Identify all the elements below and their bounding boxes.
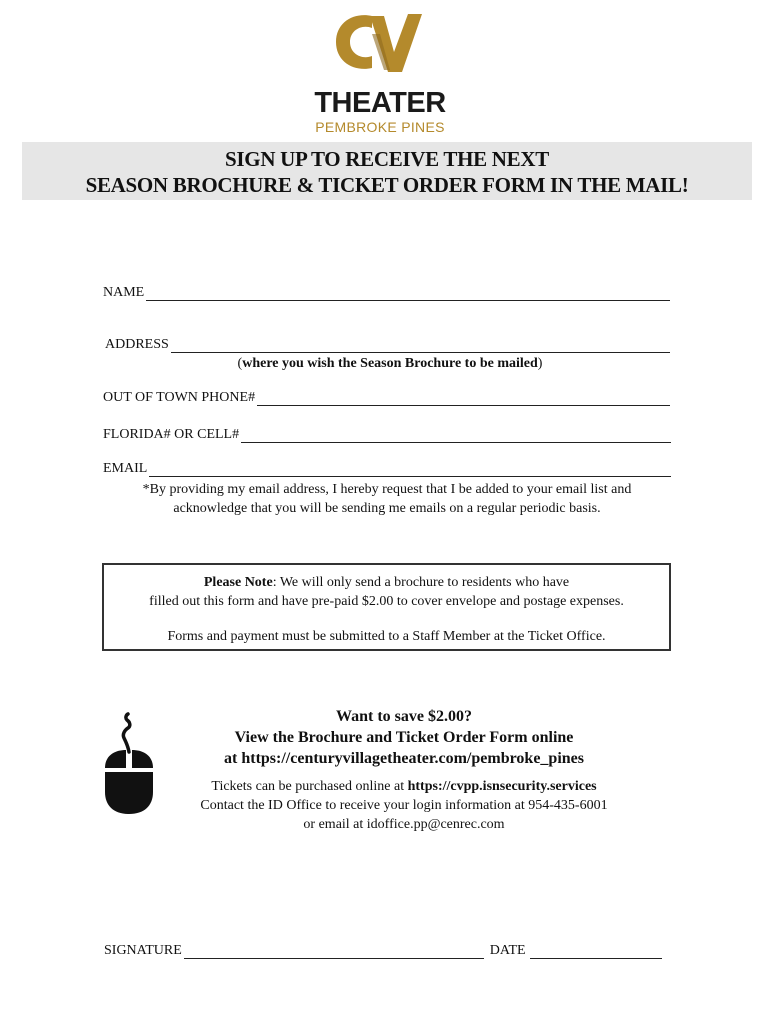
date-input-line[interactable] xyxy=(530,945,662,959)
date-label: DATE xyxy=(489,943,526,958)
email-contact-line: or email at idoffice.pp@cenrec.com xyxy=(303,817,505,832)
banner-line-1: SIGN UP TO RECEIVE THE NEXT xyxy=(225,147,549,171)
signature-input-line[interactable] xyxy=(184,945,484,959)
email-disclaimer-line-1: *By providing my email address, I hereby request that I be added to your email list and xyxy=(142,482,632,497)
email-field xyxy=(103,461,671,477)
cv-monogram-icon xyxy=(332,8,428,78)
promo-heading-2: View the Brochure and Ticket Order Form online xyxy=(234,729,574,746)
email-input-line[interactable] xyxy=(149,463,671,477)
phone-label: OUT OF TOWN PHONE# xyxy=(103,390,256,405)
signature-label: SIGNATURE xyxy=(104,943,182,958)
name-input-line[interactable] xyxy=(146,287,670,301)
address-note xyxy=(160,354,620,373)
name-field xyxy=(103,285,670,301)
notice-line-1 xyxy=(104,573,669,592)
address-note-close: ) xyxy=(537,356,543,371)
logo-location: PEMBROKE PINES xyxy=(315,119,445,135)
address-field xyxy=(105,337,670,353)
online-promo xyxy=(190,706,618,834)
email-disclaimer xyxy=(104,480,670,518)
address-label: ADDRESS xyxy=(105,337,169,352)
signature-row xyxy=(104,943,662,959)
email-disclaimer-line-2: acknowledge that you will be sending me emails on a regular periodic basis. xyxy=(173,501,601,516)
cell-label: FLORIDA# OR CELL# xyxy=(103,427,240,442)
notice-box xyxy=(102,563,671,651)
address-input-line[interactable] xyxy=(171,339,670,353)
title-banner xyxy=(22,142,752,200)
email-label: EMAIL xyxy=(103,461,148,476)
phone-input-line[interactable] xyxy=(257,392,670,406)
promo-heading-3[interactable]: at https://centuryvillagetheater.com/pembroke_pines xyxy=(224,750,584,767)
cell-input-line[interactable] xyxy=(241,429,671,443)
tickets-url-link[interactable]: https://cvpp.isnsecurity.services xyxy=(407,779,597,794)
address-note-text: where you wish the Season Brochure to be mailed xyxy=(242,356,538,371)
logo-wordmark: THEATER xyxy=(314,87,446,119)
computer-mouse-icon xyxy=(102,712,156,816)
notice-label: Please Note xyxy=(203,575,273,590)
name-label: NAME xyxy=(103,285,145,300)
cell-field xyxy=(103,427,671,443)
notice-line-2: filled out this form and have pre-paid $2.00 to cover envelope and postage expenses. xyxy=(149,594,624,609)
address-note-open: ( xyxy=(237,356,243,371)
notice-submit-text: Forms and payment must be submitted to a Staff Member at the Ticket Office. xyxy=(167,629,606,644)
promo-heading-1: Want to save $2.00? xyxy=(336,708,472,725)
banner-line-2: SEASON BROCHURE & TICKET ORDER FORM IN THE MAIL! xyxy=(85,173,689,197)
phone-field xyxy=(103,390,670,406)
contact-line: Contact the ID Office to receive your login information at 954-435-6001 xyxy=(200,798,608,813)
notice-text: : We will only send a brochure to residents who have xyxy=(272,575,570,590)
theater-logo xyxy=(300,8,460,135)
tickets-line xyxy=(190,777,618,796)
tickets-prefix: Tickets can be purchased online at xyxy=(211,779,408,794)
